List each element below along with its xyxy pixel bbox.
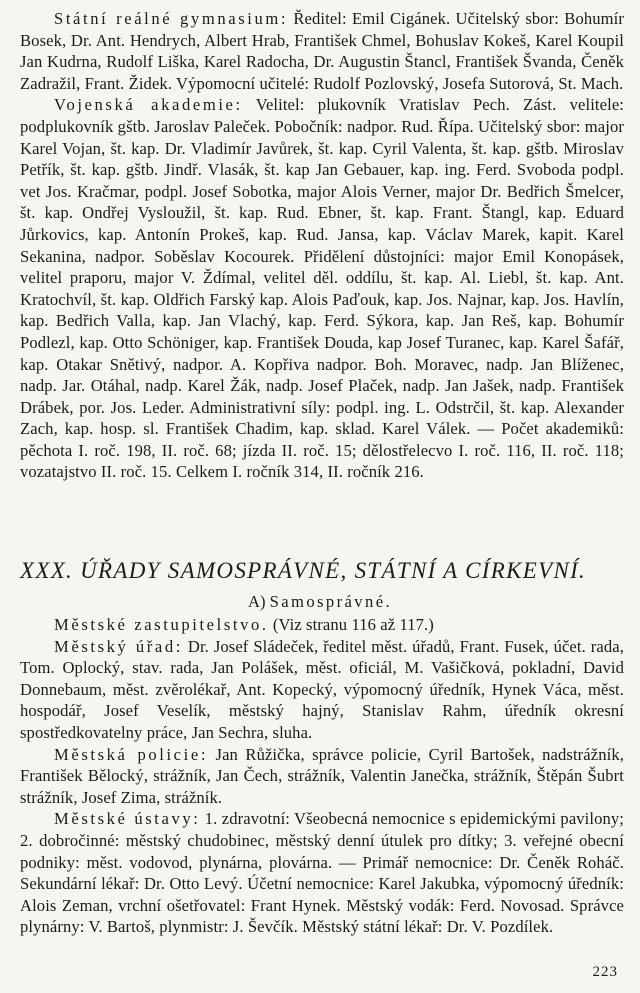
- entry-label: Městský úřad:: [54, 636, 183, 656]
- page-number: 223: [592, 964, 618, 980]
- paragraph-city-council: [20, 614, 624, 636]
- paragraph-city-office: [20, 636, 624, 744]
- entry-text: Ředitel: Emil Cigánek. Učitelský sbor: Bohumír Bosek, Dr. Ant. Hendrych, Albert Hrab, František Chmel, Bohuslav Kokeš, Karel Koupil Jan Kudrna, Rudolf Liška, Karel Radocha, Dr. Augustin Štancl, František Švanda, Čeněk Zadražil, Frant. Židek. Výpomocní učitelé: Rudolf Pozlovský, Josefa Sutorová, St. Mach.: [20, 9, 624, 93]
- municipal-section: [20, 614, 624, 938]
- paragraph-military-academy: [20, 94, 624, 483]
- entry-text: 1. zdravotní: Všeobecná nemocnice s epidemickými pavilony; 2. dobročinné: městský chudobinec, městský denní útulek pro dítky; 3. veřejné obecní podniky: měst. vodovod, plynárna, plovárna. — Primář nemocnice: Dr. Čeněk Roháč. Sekundární lékař: Dr. Otto Levý. Účetní nemocnice: Karel Jakubka, výpomocný úředník: Alois Zeman, vrchní ošetřovatel: Frant Hynek. Městský vodák: Ferd. Novosad. Správce plynárny: V. Bartoš, plynmistr: J. Ševčík. Městský státní lékař: Dr. V. Pozdílek.: [20, 809, 625, 937]
- entry-text: (Viz stranu 116 až 117.): [268, 615, 434, 634]
- entry-label: Městská policie:: [54, 744, 209, 764]
- entry-label: Vojenská akademie:: [54, 95, 243, 115]
- entry-label: Státní reálné gymnasium:: [54, 9, 289, 28]
- entry-text: Jan Růžička, správce policie, Cyril Bartošek, nadstrážník, František Bělocký, strážník, Jan Čech, strážník, Valentin Janečka, strážník, Štěpán Šubrt strážník, Josef Zima, strážník.: [20, 744, 624, 807]
- entry-label: Městské zastupitelstvo.: [54, 615, 269, 634]
- entry-label: Městské ústavy:: [54, 809, 201, 829]
- chapter-heading: XXX. ÚŘADY SAMOSPRÁVNÉ, STÁTNÍ A CÍRKEVNÍ.: [20, 558, 587, 583]
- entry-text: Velitel: plukovník Vratislav Pech. Zást. velitele: podplukovník gštb. Jaroslav Paleček. Pobočník: nadpor. Rud. Řípa. Učitelský sbor: major Karel Vojan, št. kap. Dr. Vladimír Javůrek, št. kap. Cyril Valenta, št. kap. gštb. Miroslav Petřík, št. kap. gštb. Jindř. Vlasák, št. kap Jan Gebauer, kap. ing. Ferd. Svoboda podpl. vet Jos. Kračmar, podpl. Josef Sobotka, major Alois Verner, major Dr. Bedřich Šmelcer, št. kap. Ondřej Vysloužil, št. kap. Rud. Ebner, št. kap. Frant. Štangl, kap. Eduard Jůrkovics, kap. Antonín Prokeš, kap. Rud. Jansa, kap. Václav Marek, kapit. Karel Sekanina, nadpor. Soběslav Kocourek. Přidělení důstojníci: major Emil Konopásek, velitel praporu, major V. Ždímal, velitel děl. oddílu, št. kap. Al. Liebl, št. kap. Ant. Kratochvíl, št. kap. Oldřich Farský kap. Alois Paďouk, kap. Jos. Najnar, kap. Jos. Havlín, kap. Bedřich Valla, kap. Jan Vlachý, kap. Ferd. Sýkora, kap. Jan Reš, kap. Bohumír Podlezl, kap. Otto Schöniger, kap. František Douda, kap Josef Turanec, kap. Karel Šafář, kap. Otakar Snětivý, nadpor. A. Kopřiva nadpor. Boh. Moravec, nadp. Jan Blíženec, nadp. Jar. Otáhal, nadp. Karel Žák, nadp. Josef Plaček, nadp. Jan Jašek, nadp. František Drábek, por. Jos. Leder. Administrativní síly: podpl. ing. L. Odstrčil, št. kap. Alexander Zach, kap. hosp. sl. František Chadim, kap. sklad. Karel Válek. — Počet akademiků: pěchota I. roč. 198, II. roč. 68; jízda II. roč. 15; dělostřelecvo I. roč. 116, II. roč. 118; vozatajstvo II. roč. 15. Celkem I. ročník 314, II. ročník 216.: [20, 95, 624, 482]
- subsection-prefix: A): [247, 592, 266, 611]
- subsection-heading: [0, 592, 640, 612]
- paragraph-city-institutions: [20, 808, 624, 938]
- paragraph-state-gymnasium: [20, 8, 624, 94]
- paragraph-city-police: [20, 744, 624, 809]
- entry-text: Dr. Josef Sládeček, ředitel měst. úřadů, Frant. Fusek, účet. rada, Tom. Oplocký, stav. rada, Jan Polášek, měst. oficiál, M. Vašičková, pokladní, David Donnebaum, měst. zvěrolékař, Ant. Kopecký, výpomocný úředník, Hynek Váca, měst. hospodář, Josef Veselík, městský hajný, Stanislav Rahm, úředník okresní spostředkovatelny práce, Jan Sechra, sluha.: [20, 636, 624, 742]
- institutions-section: [20, 8, 624, 483]
- subsection-label: Samosprávné.: [269, 592, 393, 611]
